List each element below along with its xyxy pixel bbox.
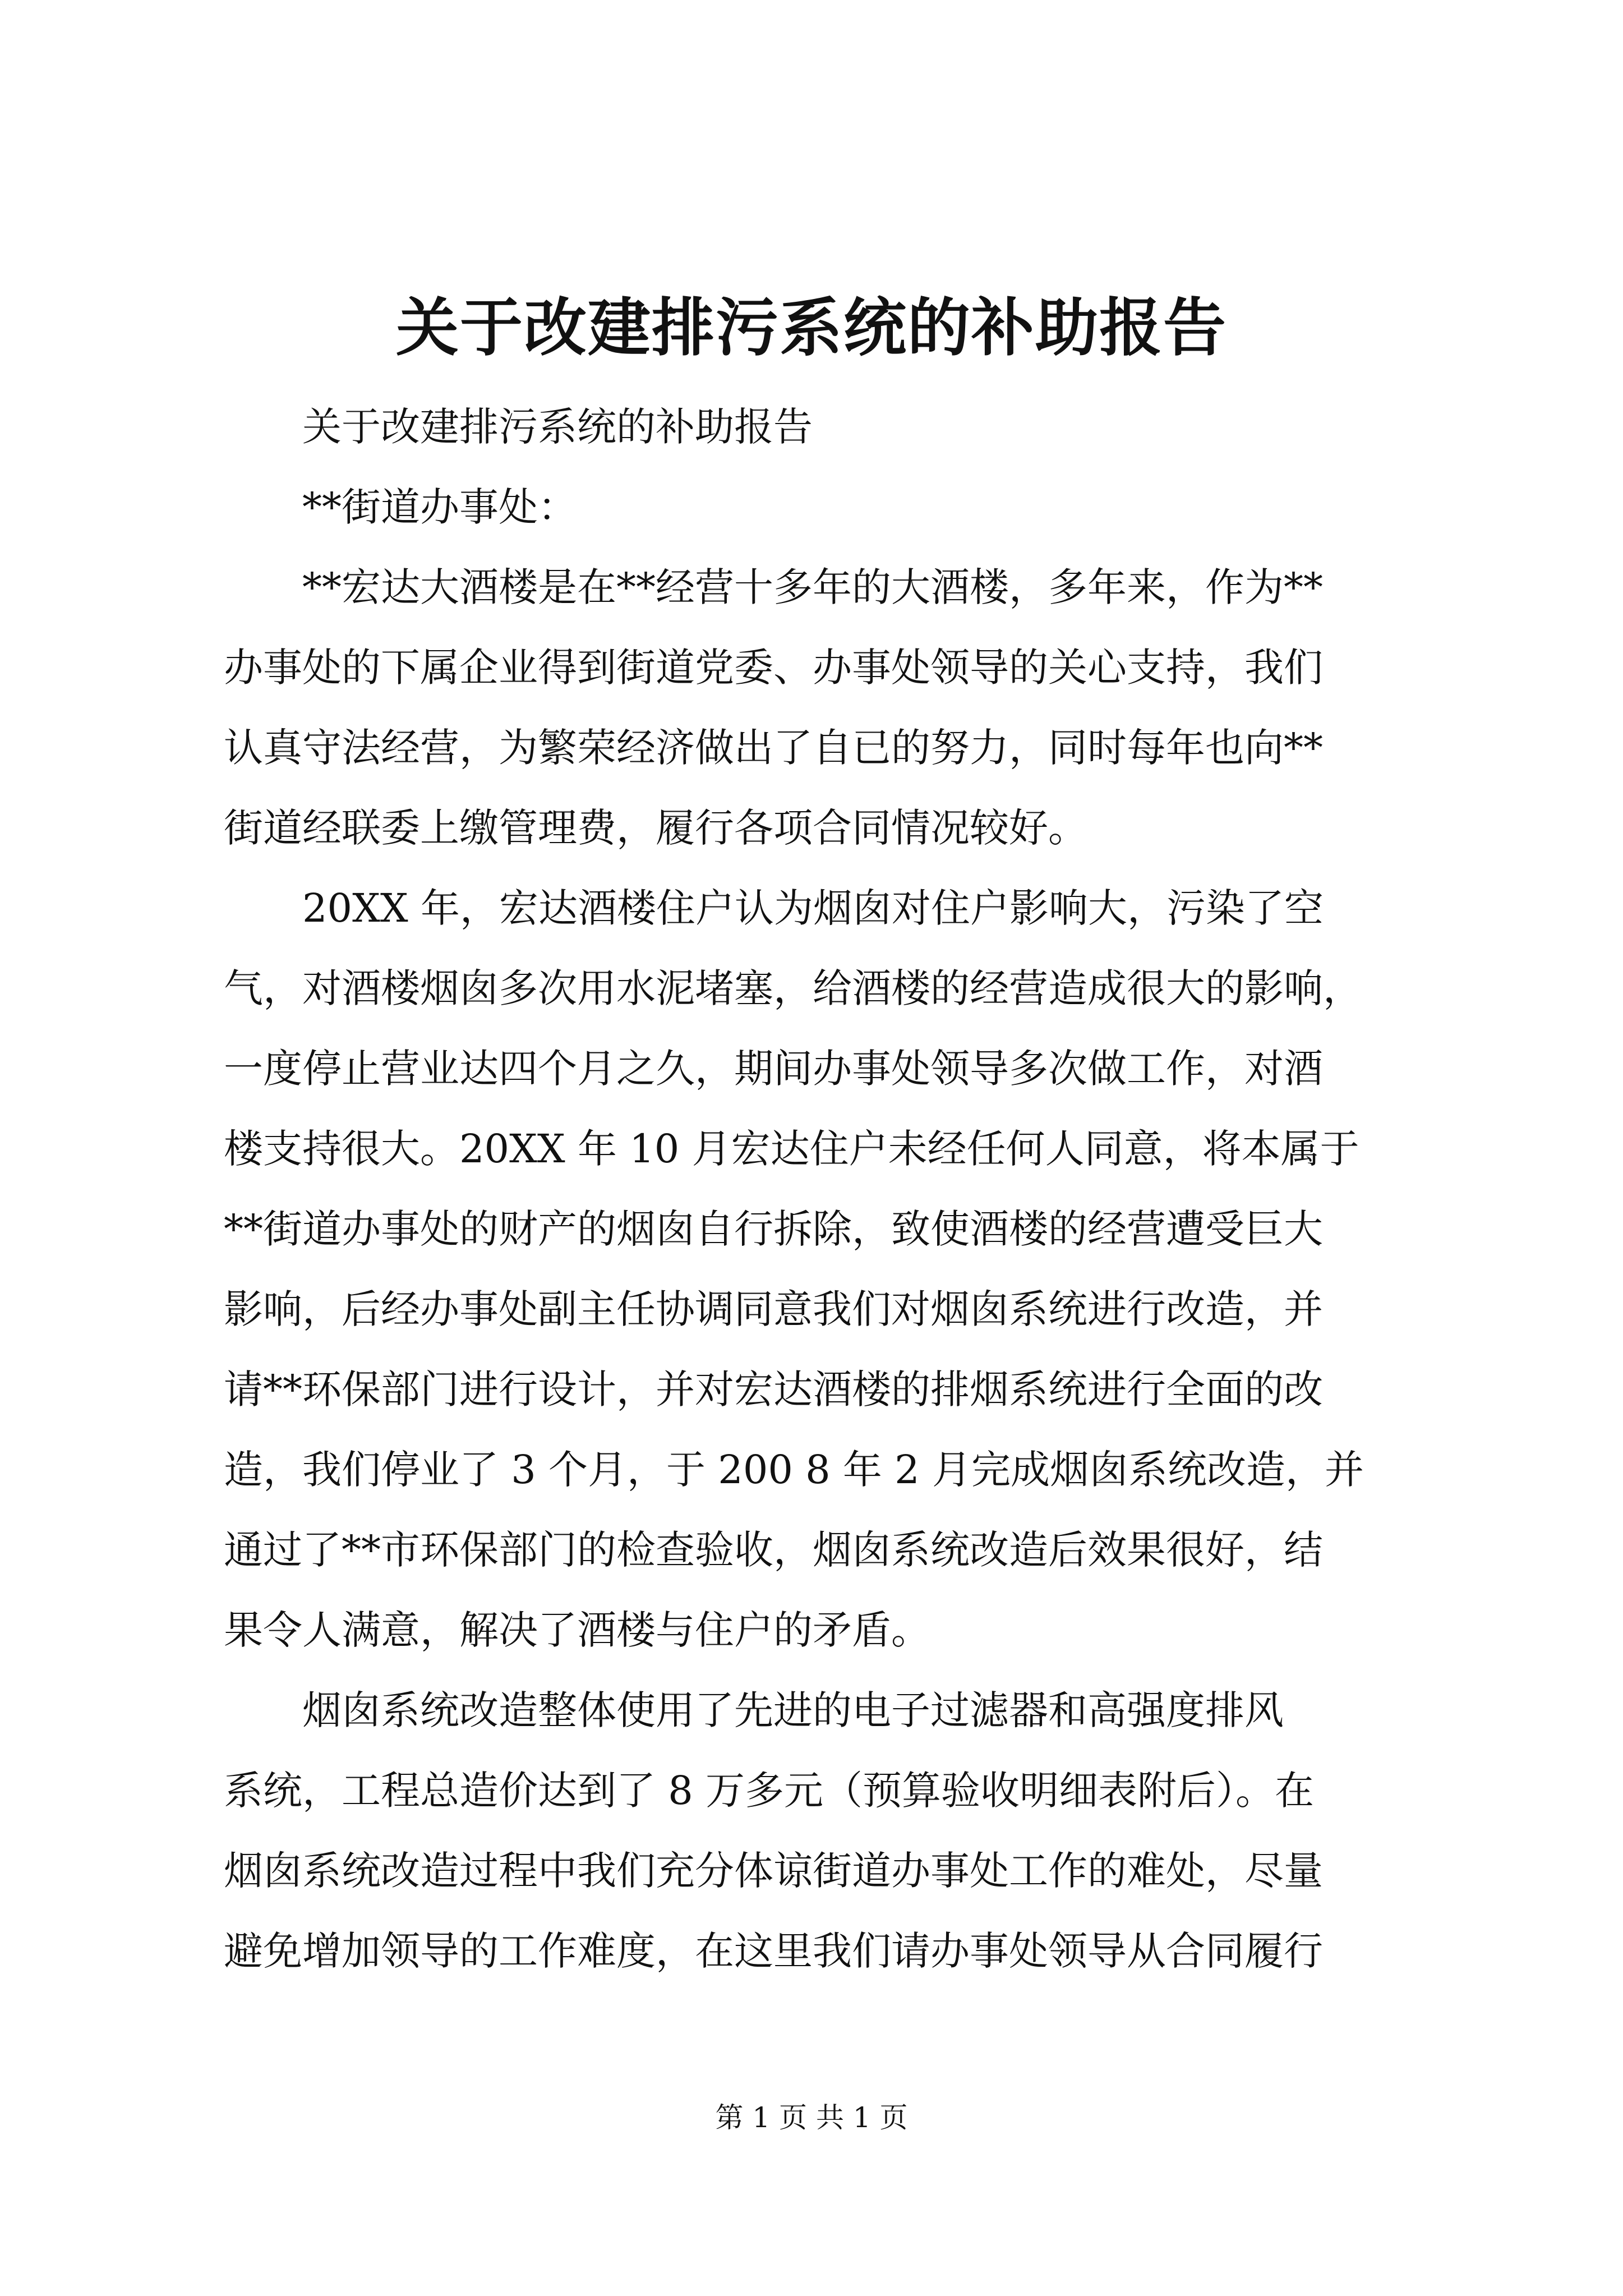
page-footer: 第 1 页 共 1 页 [715, 2101, 908, 2134]
body-line: **宏达大酒楼是在**经营十多年的大酒楼，多年来，作为** [302, 564, 1323, 610]
body-line: 气，对酒楼烟囱多次用水泥堵塞，给酒楼的经营造成很大的影响， [224, 965, 1362, 1011]
document-body [224, 387, 1432, 1991]
body-line: 一度停止营业达四个月之久，期间办事处领导多次做工作，对酒 [224, 1046, 1323, 1092]
body-line: 影响，后经办事处副主任协调同意我们对烟囱系统进行改造，并 [224, 1286, 1323, 1332]
body-line: 请**环保部门进行设计，并对宏达酒楼的排烟系统进行全面的改 [224, 1366, 1323, 1412]
body-line: 避免增加领导的工作难度，在这里我们请办事处领导从合同履行 [224, 1928, 1323, 1974]
body-line: 果令人满意，解决了酒楼与住户的矛盾。 [224, 1607, 930, 1653]
body-line: 20XX 年，宏达酒楼住户认为烟囱对住户影响大，污染了空 [302, 885, 1324, 931]
body-line: 造，我们停业了 3 个月，于 200 8 年 2 月完成烟囱系统改造，并 [224, 1447, 1364, 1493]
body-line: **街道办事处： [302, 484, 577, 530]
body-line: 通过了**市环保部门的检查验收，烟囱系统改造后效果很好，结 [224, 1527, 1323, 1573]
document-title: 关于改建排污系统的补助报告 [396, 291, 1227, 365]
body-line: **街道办事处的财产的烟囱自行拆除，致使酒楼的经营遭受巨大 [224, 1206, 1323, 1252]
body-line: 烟囱系统改造过程中我们充分体谅街道办事处工作的难处，尽量 [224, 1848, 1323, 1894]
body-line: 办事处的下属企业得到街道党委、办事处领导的关心支持，我们 [224, 645, 1323, 691]
body-line: 烟囱系统改造整体使用了先进的电子过滤器和高强度排风 [302, 1687, 1284, 1733]
body-line: 关于改建排污系统的补助报告 [302, 404, 813, 450]
body-line: 系统，工程总造价达到了 8 万多元（预算验收明细表附后）。在 [224, 1768, 1315, 1814]
body-line: 街道经联委上缴管理费，履行各项合同情况较好。 [224, 805, 1087, 851]
body-line: 楼支持很大。20XX 年 10 月宏达住户未经任何人同意，将本属于 [224, 1126, 1359, 1172]
body-line: 认真守法经营，为繁荣经济做出了自已的努力，同时每年也向** [224, 725, 1323, 771]
